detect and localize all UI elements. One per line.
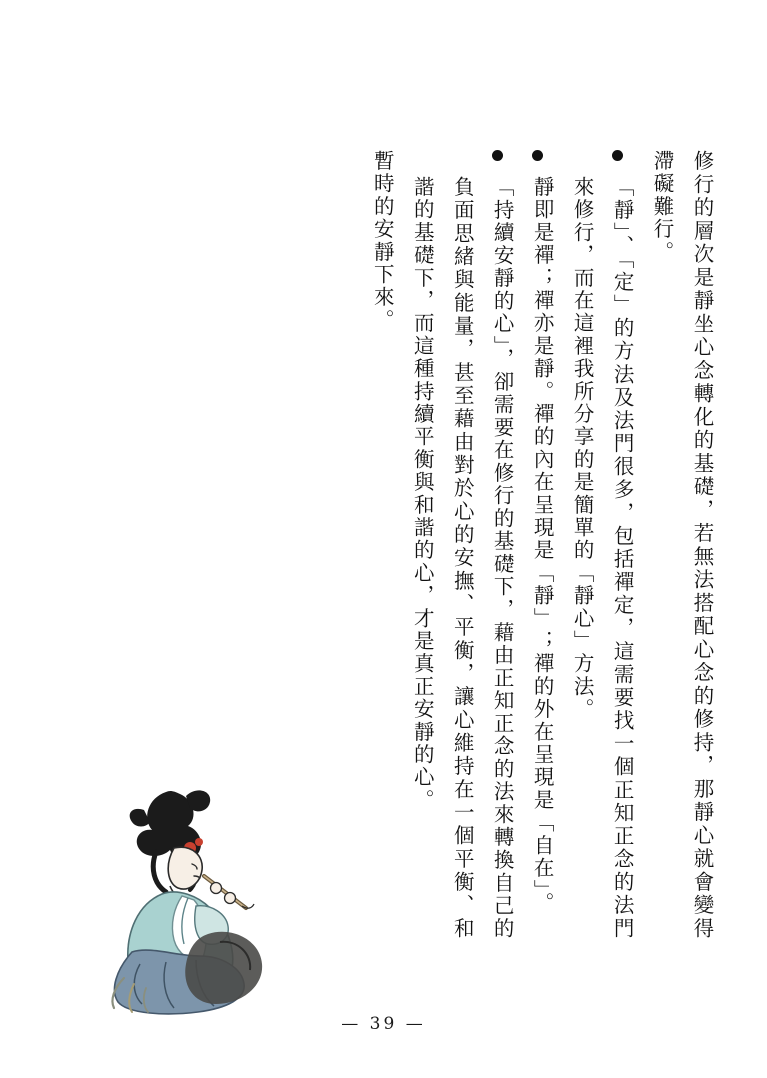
- paragraph-1: [361, 150, 401, 940]
- paragraph-5-text: 修行的層次是靜坐心念轉化的基礎，若無法搭配心念的修持，那靜心就會變得滯礙難行。: [650, 150, 714, 940]
- paragraph-4: [561, 150, 641, 940]
- paragraph-3-text: 靜即是禪；禪亦是靜。禪的內在呈現是「靜」；禪的外在呈現是「自在」。: [530, 176, 555, 915]
- paragraph-4-text: 「靜」、「定」的方法及法門很多，包括禪定，這需要找一個正知正念的法門來修行，而在這裡我所分享的是簡單的「靜心」方法。: [570, 176, 635, 940]
- paragraph-5: [641, 150, 721, 940]
- vertical-text-body: [361, 150, 721, 940]
- paragraph-1-text: 暫時的安靜下來。: [370, 150, 395, 332]
- bullet-dot-icon: [612, 150, 623, 161]
- seated-woman-with-flute-illustration: [70, 756, 300, 1016]
- paragraph-2: [401, 150, 521, 940]
- text-columns: [361, 150, 721, 940]
- paragraph-2-text: 「持續安靜的心」，卻需要在修行的基礎下，藉由正知正念的法來轉換自己的負面思緒與能量，甚至藉由對於心的安撫、平衡，讓心維持在一個平衡、和諧的基礎下，而這種持續平衡與和諧的心，才是真正安靜的心。: [410, 176, 515, 940]
- paragraph-3: [521, 150, 561, 940]
- page-number: — 39 —: [341, 1014, 426, 1034]
